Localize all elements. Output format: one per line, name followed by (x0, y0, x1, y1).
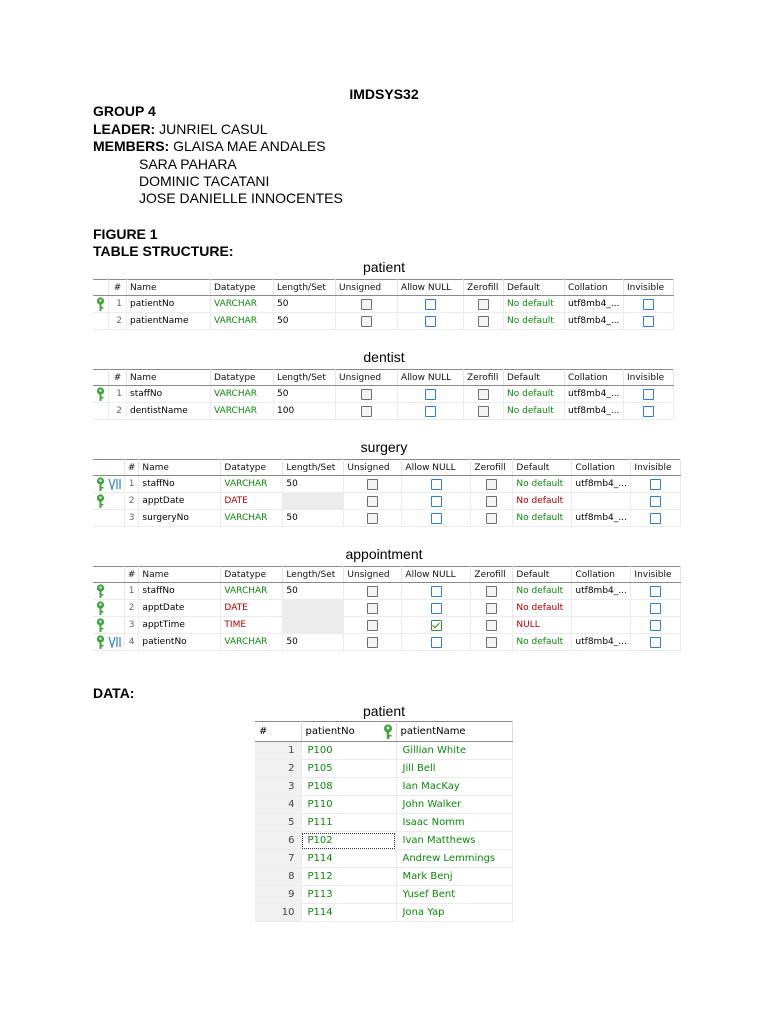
length-cell[interactable]: 50 (283, 476, 344, 493)
column-header[interactable]: Invisible (624, 280, 674, 296)
zerofill-cell[interactable] (464, 313, 504, 330)
length-cell[interactable] (283, 600, 344, 617)
table-row[interactable] (255, 886, 512, 904)
data-label: DATA: (93, 685, 135, 701)
zerofill-cell[interactable] (471, 600, 513, 617)
column-header[interactable]: # (109, 370, 127, 386)
patient-name-cell[interactable]: Gillian White (396, 742, 512, 760)
column-name-cell[interactable]: surgeryNo (139, 510, 221, 527)
key-icon (93, 583, 124, 600)
invisible-cell[interactable] (631, 583, 681, 600)
zerofill-cell[interactable] (471, 617, 513, 634)
column-name-cell[interactable]: staffNo (127, 386, 211, 403)
allow-null-checkbox (431, 496, 442, 507)
structure-header-row (93, 370, 674, 386)
column-definition-row[interactable] (93, 403, 674, 420)
row-number: 4 (124, 634, 139, 651)
leader-line: LEADER: JUNRIEL CASUL (93, 121, 268, 137)
allow-null-cell[interactable] (402, 476, 471, 493)
datatype-cell[interactable]: VARCHAR (221, 476, 283, 493)
column-header[interactable]: Allow NULL (402, 460, 471, 476)
data-grid-header (255, 722, 512, 742)
invisible-checkbox (650, 513, 661, 524)
length-cell[interactable] (283, 617, 344, 634)
column-name-cell[interactable]: apptTime (139, 617, 221, 634)
row-number: 2 (124, 493, 139, 510)
length-cell[interactable]: 100 (274, 403, 336, 420)
dentist-structure-table (93, 369, 674, 420)
figure-label: FIGURE 1 (93, 226, 158, 242)
key-icon (93, 617, 124, 634)
collation-cell[interactable] (572, 493, 631, 510)
column-header[interactable]: patientNo (301, 722, 396, 742)
column-definition-row[interactable] (93, 296, 674, 313)
table-row[interactable] (255, 904, 512, 922)
column-name-cell[interactable]: dentistName (127, 403, 211, 420)
column-definition-row[interactable] (93, 600, 681, 617)
collation-cell[interactable]: utf8mb4_... (572, 510, 631, 527)
zerofill-checkbox (478, 406, 489, 417)
allow-null-checkbox (431, 620, 442, 631)
unsigned-cell[interactable] (344, 634, 402, 651)
invisible-cell[interactable] (624, 313, 674, 330)
unsigned-cell[interactable] (336, 403, 398, 420)
invisible-checkbox (650, 586, 661, 597)
unsigned-checkbox (361, 389, 372, 400)
column-header[interactable]: Zerofill (471, 567, 513, 583)
default-cell[interactable]: No default (504, 403, 565, 420)
collation-cell[interactable]: utf8mb4_... (565, 296, 624, 313)
column-header[interactable]: Datatype (221, 460, 283, 476)
members-line: MEMBERS: GLAISA MAE ANDALES (93, 138, 326, 154)
length-cell[interactable]: 50 (274, 386, 336, 403)
default-cell[interactable]: No default (513, 600, 572, 617)
length-cell[interactable] (283, 493, 344, 510)
column-name-cell[interactable]: staffNo (139, 583, 221, 600)
column-header[interactable]: Length/Set (283, 567, 344, 583)
patient-name-cell[interactable]: Isaac Nomm (396, 814, 512, 832)
patient-no-cell[interactable]: P113 (301, 886, 396, 904)
collation-cell[interactable]: utf8mb4_... (565, 403, 624, 420)
allow-null-cell[interactable] (402, 583, 471, 600)
row-number: 2 (255, 760, 301, 778)
key-cell (93, 313, 109, 330)
unsigned-checkbox (361, 316, 372, 327)
default-cell[interactable]: No default (504, 313, 565, 330)
invisible-checkbox (643, 299, 654, 310)
default-cell[interactable]: No default (513, 510, 572, 527)
row-number: 7 (255, 850, 301, 868)
data-table-caption: patient (362, 703, 406, 719)
zerofill-cell[interactable] (471, 510, 513, 527)
invisible-cell[interactable] (631, 510, 681, 527)
patient-no-cell[interactable]: P110 (301, 796, 396, 814)
patient-no-cell[interactable]: P114 (301, 904, 396, 922)
length-cell[interactable]: 50 (283, 583, 344, 600)
collation-cell[interactable] (572, 600, 631, 617)
row-number: 5 (255, 814, 301, 832)
patient-name-cell[interactable]: Jona Yap (396, 904, 512, 922)
row-number: 6 (255, 832, 301, 850)
column-header[interactable]: Name (139, 460, 221, 476)
invisible-cell[interactable] (631, 493, 681, 510)
invisible-cell[interactable] (631, 600, 681, 617)
zerofill-cell[interactable] (464, 386, 504, 403)
row-number: 8 (255, 868, 301, 886)
patient-data-grid (255, 721, 513, 922)
row-number: 1 (255, 742, 301, 760)
datatype-cell[interactable]: TIME (221, 617, 283, 634)
key-icon (93, 600, 124, 617)
invisible-cell[interactable] (631, 476, 681, 493)
column-header[interactable]: Collation (565, 370, 624, 386)
invisible-checkbox (650, 496, 661, 507)
patient-no-cell[interactable]: P112 (301, 868, 396, 886)
column-header[interactable]: Collation (565, 280, 624, 296)
column-header[interactable]: Unsigned (344, 460, 402, 476)
length-cell[interactable]: 50 (283, 510, 344, 527)
row-number: 3 (255, 778, 301, 796)
column-header[interactable]: Default (504, 370, 565, 386)
invisible-checkbox (650, 479, 661, 490)
collation-cell[interactable]: utf8mb4_... (565, 313, 624, 330)
zerofill-checkbox (486, 496, 497, 507)
zerofill-cell[interactable] (471, 634, 513, 651)
column-name-cell[interactable]: apptDate (139, 493, 221, 510)
appointment-structure-table (93, 566, 681, 651)
column-header[interactable]: Zerofill (464, 370, 504, 386)
invisible-checkbox (643, 316, 654, 327)
zerofill-checkbox (486, 479, 497, 490)
patient-name-cell[interactable]: Yusef Bent (396, 886, 512, 904)
default-cell[interactable]: NULL (513, 617, 572, 634)
unsigned-checkbox (361, 299, 372, 310)
table-row[interactable] (255, 742, 512, 760)
allow-null-checkbox (425, 299, 436, 310)
column-definition-row[interactable] (93, 583, 681, 600)
allow-null-cell[interactable] (402, 510, 471, 527)
datatype-cell[interactable]: DATE (221, 600, 283, 617)
column-header[interactable]: Length/Set (274, 280, 336, 296)
member-name: DOMINIC TACATANI (139, 173, 270, 189)
invisible-checkbox (643, 389, 654, 400)
default-cell[interactable]: No default (504, 296, 565, 313)
datatype-cell[interactable]: VARCHAR (211, 386, 274, 403)
unsigned-checkbox (367, 513, 378, 524)
table-row[interactable] (255, 796, 512, 814)
invisible-cell[interactable] (624, 403, 674, 420)
datatype-cell[interactable]: VARCHAR (211, 313, 274, 330)
column-definition-row[interactable] (93, 617, 681, 634)
invisible-checkbox (650, 603, 661, 614)
unsigned-cell[interactable] (344, 476, 402, 493)
invisible-cell[interactable] (631, 634, 681, 651)
column-definition-row[interactable] (93, 634, 681, 651)
table-caption: patient (362, 259, 406, 275)
patient-name-cell[interactable]: Ian MacKay (396, 778, 512, 796)
column-header[interactable]: Name (127, 280, 211, 296)
patient-name-cell[interactable]: Jill Bell (396, 760, 512, 778)
table-row[interactable] (255, 850, 512, 868)
row-number: 2 (109, 403, 127, 420)
table-row[interactable] (255, 868, 512, 886)
column-name-cell[interactable]: patientNo (139, 634, 221, 651)
key-icon (93, 493, 124, 510)
column-definition-row[interactable] (93, 386, 674, 403)
column-header[interactable]: patientName (396, 722, 512, 742)
unsigned-cell[interactable] (336, 296, 398, 313)
column-definition-row[interactable] (93, 313, 674, 330)
allow-null-checkbox (425, 316, 436, 327)
member-name: SARA PAHARA (139, 156, 237, 172)
allow-null-checkbox (431, 637, 442, 648)
column-header[interactable]: Allow NULL (398, 370, 464, 386)
length-cell[interactable]: 50 (274, 296, 336, 313)
unsigned-cell[interactable] (344, 617, 402, 634)
column-header[interactable]: Invisible (631, 460, 681, 476)
document-title: IMDSYS32 (349, 86, 419, 102)
column-name-cell[interactable]: apptDate (139, 600, 221, 617)
column-header[interactable]: Datatype (211, 370, 274, 386)
datatype-cell[interactable]: VARCHAR (221, 583, 283, 600)
allow-null-cell[interactable] (402, 600, 471, 617)
column-header[interactable]: Zerofill (464, 280, 504, 296)
column-name-cell[interactable]: patientNo (127, 296, 211, 313)
unsigned-cell[interactable] (344, 510, 402, 527)
column-header[interactable]: Unsigned (344, 567, 402, 583)
patient-name-cell[interactable]: Ivan Matthews (396, 832, 512, 850)
key-icon (93, 386, 109, 403)
column-header[interactable]: Invisible (624, 370, 674, 386)
structure-label: TABLE STRUCTURE: (93, 243, 234, 259)
structure-header-row (93, 460, 681, 476)
allow-null-cell[interactable] (398, 313, 464, 330)
column-header[interactable]: Unsigned (336, 280, 398, 296)
column-definition-row[interactable] (93, 510, 681, 527)
column-header[interactable]: Allow NULL (398, 280, 464, 296)
unsigned-cell[interactable] (344, 600, 402, 617)
allow-null-checkbox (425, 389, 436, 400)
column-header[interactable]: Default (513, 567, 572, 583)
unsigned-checkbox (367, 620, 378, 631)
column-header[interactable]: Length/Set (283, 460, 344, 476)
zerofill-cell[interactable] (464, 296, 504, 313)
patient-name-cell[interactable]: John Walker (396, 796, 512, 814)
zerofill-checkbox (478, 299, 489, 310)
key-column-header (93, 280, 109, 296)
collation-cell[interactable]: utf8mb4_... (572, 634, 631, 651)
table-row[interactable] (255, 778, 512, 796)
row-number: 1 (124, 476, 139, 493)
patient-no-cell[interactable]: P100 (301, 742, 396, 760)
column-header[interactable]: # (124, 567, 139, 583)
column-header[interactable]: Name (127, 370, 211, 386)
key-cell (93, 510, 124, 527)
allow-null-cell[interactable] (402, 634, 471, 651)
default-cell[interactable]: No default (513, 634, 572, 651)
allow-null-checkbox (431, 513, 442, 524)
collation-cell[interactable]: utf8mb4_... (572, 583, 631, 600)
key-icon (93, 296, 109, 313)
column-header[interactable]: Default (513, 460, 572, 476)
row-number: 10 (255, 904, 301, 922)
datatype-cell[interactable]: VARCHAR (221, 634, 283, 651)
table-row[interactable] (255, 814, 512, 832)
surgery-structure-table (93, 459, 681, 527)
unsigned-checkbox (367, 637, 378, 648)
zerofill-cell[interactable] (464, 403, 504, 420)
column-header[interactable]: # (109, 280, 127, 296)
unsigned-cell[interactable] (336, 386, 398, 403)
default-cell[interactable]: No default (504, 386, 565, 403)
column-header[interactable]: Allow NULL (402, 567, 471, 583)
member-name: JOSE DANIELLE INNOCENTES (139, 190, 343, 206)
column-definition-row[interactable] (93, 493, 681, 510)
table-row[interactable] (255, 760, 512, 778)
allow-null-cell[interactable] (398, 296, 464, 313)
row-number: 2 (109, 313, 127, 330)
datatype-cell[interactable]: DATE (221, 493, 283, 510)
column-header[interactable]: Datatype (211, 280, 274, 296)
column-header[interactable]: # (255, 722, 301, 742)
invisible-cell[interactable] (624, 296, 674, 313)
datatype-cell[interactable]: VARCHAR (211, 403, 274, 420)
invisible-checkbox (643, 406, 654, 417)
length-cell[interactable]: 50 (274, 313, 336, 330)
table-caption: appointment (345, 546, 423, 562)
default-cell[interactable]: No default (513, 493, 572, 510)
column-header[interactable]: Invisible (631, 567, 681, 583)
table-caption: surgery (360, 439, 408, 455)
zerofill-checkbox (486, 637, 497, 648)
zerofill-cell[interactable] (471, 493, 513, 510)
datatype-cell[interactable]: VARCHAR (211, 296, 274, 313)
table-row[interactable] (255, 832, 512, 850)
collation-cell[interactable] (572, 617, 631, 634)
row-number: 3 (124, 617, 139, 634)
zerofill-cell[interactable] (471, 476, 513, 493)
allow-null-checkbox (425, 406, 436, 417)
collation-cell[interactable]: utf8mb4_... (572, 476, 631, 493)
allow-null-cell[interactable] (402, 493, 471, 510)
invisible-cell[interactable] (624, 386, 674, 403)
key-cell (93, 403, 109, 420)
zerofill-cell[interactable] (471, 583, 513, 600)
zerofill-checkbox (486, 586, 497, 597)
column-header[interactable]: Length/Set (274, 370, 336, 386)
patient-name-cell[interactable]: Andrew Lemmings (396, 850, 512, 868)
row-number: 4 (255, 796, 301, 814)
unsigned-cell[interactable] (336, 313, 398, 330)
patient-no-cell[interactable]: P105 (301, 760, 396, 778)
zerofill-checkbox (486, 620, 497, 631)
key-icon (93, 634, 124, 651)
column-header[interactable]: Default (504, 280, 565, 296)
column-name-cell[interactable]: staffNo (139, 476, 221, 493)
collation-cell[interactable]: utf8mb4_... (565, 386, 624, 403)
unsigned-checkbox (367, 496, 378, 507)
length-cell[interactable]: 50 (283, 634, 344, 651)
column-header[interactable]: # (124, 460, 139, 476)
unsigned-checkbox (367, 479, 378, 490)
column-header[interactable]: Collation (572, 567, 631, 583)
unsigned-checkbox (367, 586, 378, 597)
row-number: 3 (124, 510, 139, 527)
zerofill-checkbox (486, 513, 497, 524)
row-number: 2 (124, 600, 139, 617)
column-header[interactable]: Name (139, 567, 221, 583)
unsigned-checkbox (361, 406, 372, 417)
invisible-cell[interactable] (631, 617, 681, 634)
patient-no-cell[interactable]: P111 (301, 814, 396, 832)
key-icon (93, 476, 124, 493)
structure-header-row (93, 567, 681, 583)
unsigned-cell[interactable] (344, 583, 402, 600)
column-header[interactable]: Zerofill (471, 460, 513, 476)
allow-null-checkbox (431, 479, 442, 490)
zerofill-checkbox (478, 316, 489, 327)
allow-null-checkbox (431, 586, 442, 597)
column-name-cell[interactable]: patientName (127, 313, 211, 330)
patient-no-cell[interactable]: P102 (301, 832, 396, 850)
row-number: 9 (255, 886, 301, 904)
allow-null-cell[interactable] (398, 386, 464, 403)
key-column-header (93, 370, 109, 386)
zerofill-checkbox (486, 603, 497, 614)
allow-null-checkbox (431, 603, 442, 614)
unsigned-cell[interactable] (344, 493, 402, 510)
row-number: 1 (109, 296, 127, 313)
column-header[interactable]: Datatype (221, 567, 283, 583)
unsigned-checkbox (367, 603, 378, 614)
key-column-header (93, 567, 124, 583)
structure-header-row (93, 280, 674, 296)
default-cell[interactable]: No default (513, 583, 572, 600)
key-icon (382, 724, 394, 742)
datatype-cell[interactable]: VARCHAR (221, 510, 283, 527)
group-label: GROUP 4 (93, 103, 156, 119)
table-caption: dentist (363, 349, 405, 365)
row-number: 1 (109, 386, 127, 403)
column-header[interactable]: Unsigned (336, 370, 398, 386)
allow-null-cell[interactable] (398, 403, 464, 420)
invisible-checkbox (650, 637, 661, 648)
default-cell[interactable]: No default (513, 476, 572, 493)
key-column-header (93, 460, 124, 476)
patient-no-cell[interactable]: P114 (301, 850, 396, 868)
column-header[interactable]: Collation (572, 460, 631, 476)
row-number: 1 (124, 583, 139, 600)
patient-structure-table (93, 279, 674, 330)
zerofill-checkbox (478, 389, 489, 400)
patient-no-cell[interactable]: P108 (301, 778, 396, 796)
allow-null-cell[interactable] (402, 617, 471, 634)
invisible-checkbox (650, 620, 661, 631)
column-definition-row[interactable] (93, 476, 681, 493)
patient-name-cell[interactable]: Mark Benj (396, 868, 512, 886)
